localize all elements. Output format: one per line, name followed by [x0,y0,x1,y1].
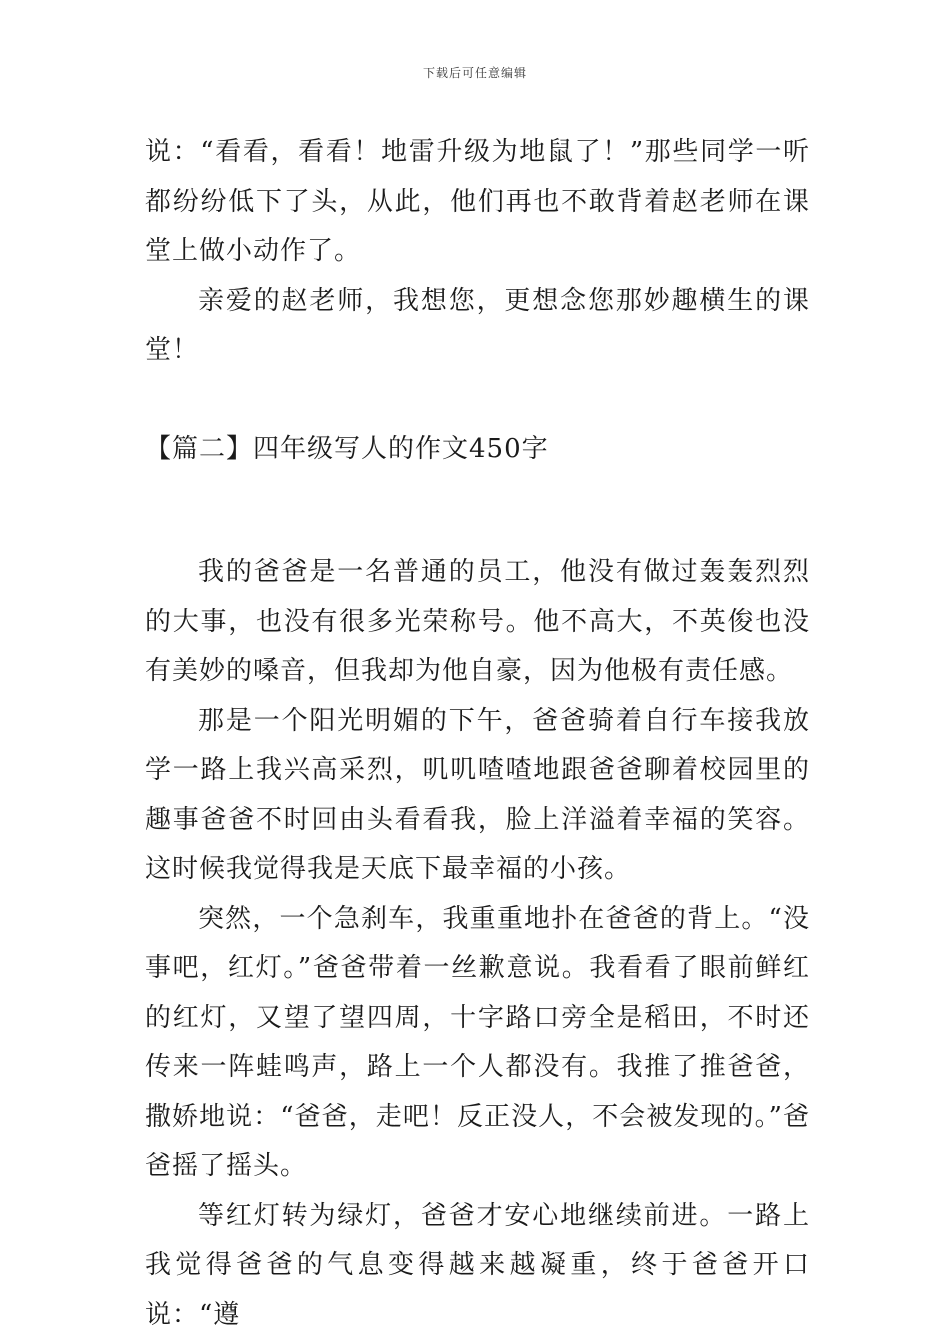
section-title: 【篇二】四年级写人的作文450字 [145,433,549,464]
paragraph-green-light: 等红灯转为绿灯，爸爸才安心地继续前进。一路上我觉得爸爸的气息变得越来越凝重，终于爸爸开口说：“遵 [145,1200,810,1330]
paragraph-miss-teacher: 亲爱的赵老师，我想您，更想念您那妙趣横生的课堂！ [145,285,810,365]
section-spacer [145,474,810,548]
page-header-note: 下载后可任意编辑 [422,66,527,80]
paragraph-red-light: 突然，一个急刹车，我重重地扑在爸爸的背上。“没事吧，红灯。”爸爸带着一丝歉意说。我看看了眼前鲜红的红灯，又望了望四周，十字路口旁全是稻田，不时还传来一阵蛙鸣声，路上一个人都没有。我推了推爸爸，撒娇地说：“爸爸，走吧！反正没人，不会被发现的。”爸爸摇了摇头。 [145,903,810,1181]
paragraph-zhao-teacher-story-end: 说：“看看，看看！地雷升级为地鼠了！”那些同学一听都纷纷低下了头，从此，他们再也不敢背着赵老师在课堂上做小动作了。 [145,137,810,266]
paragraph-dad-intro: 我的爸爸是一名普通的员工，他没有做过轰轰烈烈的大事，也没有很多光荣称号。他不高大，不英俊也没有美妙的嗓音，但我却为他自豪，因为他极有责任感。 [145,557,810,686]
paragraph-sunny-afternoon: 那是一个阳光明媚的下午，爸爸骑着自行车接我放学一路上我兴高采烈，叽叽喳喳地跟爸爸聊着校园里的趣事爸爸不时回由头看看我，脸上洋溢着幸福的笑容。这时候我觉得我是天底下最幸福的小孩。 [145,705,810,884]
document-body [145,128,810,1340]
